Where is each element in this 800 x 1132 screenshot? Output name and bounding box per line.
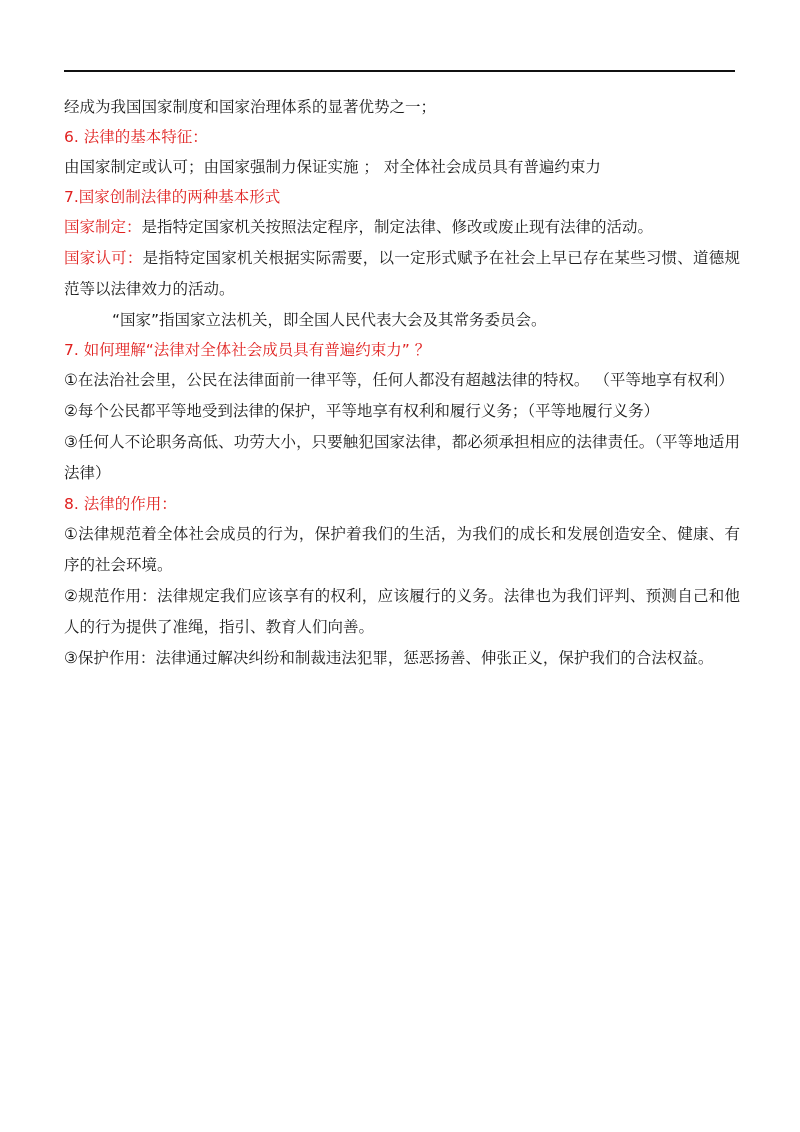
heading-law-roles: 8. 法律的作用： — [64, 495, 177, 513]
role-point-1: ①法律规范着全体社会成员的行为，保护着我们的生活，为我们的成长和发展创造安全、健康、有序的社会环境。 — [64, 525, 740, 574]
form-enact-label: 国家制定： — [64, 218, 142, 236]
form-enact-text: 是指特定国家机关按照法定程序，制定法律、修改或废止现有法律的活动。 — [141, 218, 654, 236]
binding-point-1: ①在法治社会里，公民在法律面前一律平等，任何人都没有超越法律的特权。 （平等地享有权利） — [64, 371, 734, 389]
form-recognize-text: 是指特定国家机关根据实际需要，以一定形式赋予在社会上早已存在某些习惯、道德规范等以法律效力的活动。 — [64, 249, 740, 298]
note-state-definition: “国家”指国家立法机关，即全国人民代表大会及其常务委员会。 — [112, 311, 547, 329]
role-point-2: ②规范作用：法律规定我们应该享有的权利，应该履行的义务。法律也为我们评判、预测自己和他人的行为提供了准绳，指引、教育人们向善。 — [64, 587, 740, 636]
form-recognize-label: 国家认可： — [64, 249, 143, 267]
heading-universal-binding: 7. 如何理解“法律对全体社会成员具有普遍约束力” ？ — [64, 341, 431, 359]
binding-point-2: ②每个公民都平等地受到法律的保护，平等地享有权利和履行义务；（平等地履行义务） — [64, 402, 660, 420]
header-rule — [64, 70, 735, 72]
document-body — [64, 92, 740, 674]
form-recognize-paragraph — [64, 243, 740, 305]
features-line: 由国家制定或认可；由国家强制力保证实施 ； 对全体社会成员具有普遍约束力 — [64, 158, 601, 176]
role-point-3: ③保护作用：法律通过解决纠纷和制裁违法犯罪，惩恶扬善、伸张正义，保护我们的合法权益。 — [64, 649, 714, 667]
heading-two-forms: 7.国家创制法律的两种基本形式 — [64, 188, 281, 206]
form-enact-paragraph — [64, 212, 740, 243]
binding-point-3: ③任何人不论职务高低、功劳大小，只要触犯国家法律，都必须承担相应的法律责任。（平等地适用法律） — [64, 433, 740, 482]
intro-line: 经成为我国国家制度和国家治理体系的显著优势之一； — [64, 98, 437, 116]
heading-basic-features: 6. 法律的基本特征： — [64, 128, 208, 146]
